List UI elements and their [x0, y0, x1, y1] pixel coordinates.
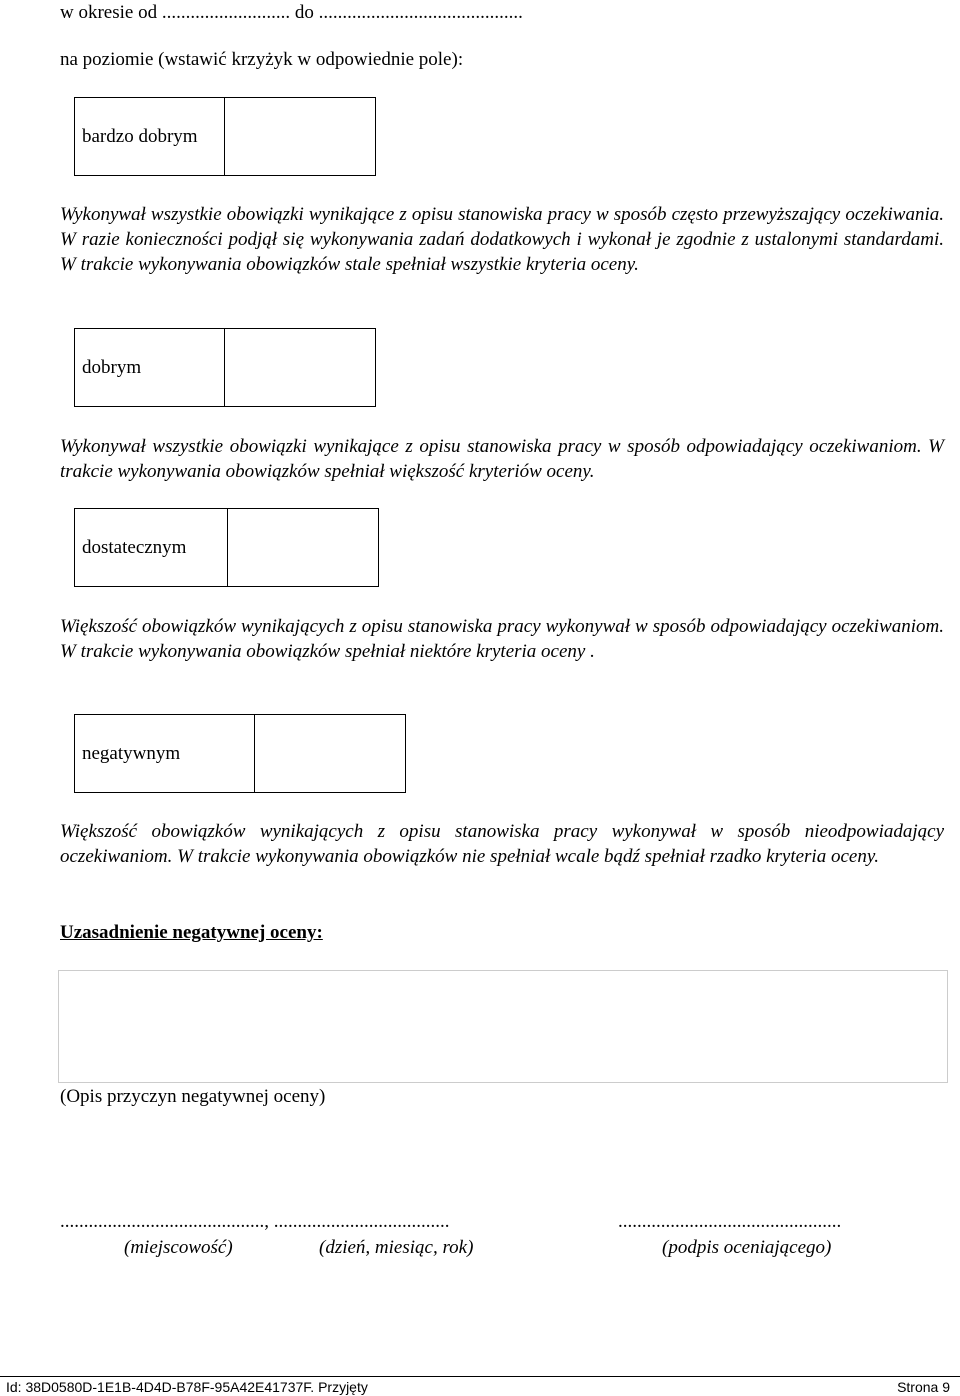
justification-textarea[interactable]: [58, 970, 948, 1083]
place-label: (miejscowość): [124, 1237, 233, 1258]
rating-description-very-good: Wykonywał wszystkie obowiązki wynikające z opisu stanowiska pracy w sposób często przewyższający oczekiwania. W razie konieczności podjął się wykonywania zadań dodatkowych i wykonał je zgodnie z ustalonymi standardami. W trakcie wykonywania obowiązków stale spełniał wszystkie kryteria oceny.: [60, 204, 944, 275]
page-footer: [0, 1376, 960, 1396]
rating-option-very-good: [74, 97, 376, 176]
checkbox-good[interactable]: [225, 329, 375, 406]
rating-label-very-good: bardzo dobrym: [75, 98, 225, 175]
checkbox-very-good[interactable]: [225, 98, 375, 175]
justification-caption: (Opis przyczyn negatywnej oceny): [60, 1086, 326, 1107]
rating-label-negative: negatywnym: [75, 715, 255, 792]
rating-option-negative: [74, 714, 406, 793]
signer-label: (podpis oceniającego): [662, 1237, 832, 1258]
rating-description-good: Wykonywał wszystkie obowiązki wynikające z opisu stanowiska pracy w sposób odpowiadający oczekiwaniom. W trakcie wykonywania obowiązków spełniał większość kryteriów oceny.: [60, 436, 944, 482]
justification-heading: Uzasadnienie negatywnej oceny:: [60, 922, 323, 943]
rating-label-good: dobrym: [75, 329, 225, 406]
place-date-dotted-line: ..........................................., .....................................: [60, 1211, 450, 1232]
date-label: (dzień, miesiąc, rok): [319, 1237, 474, 1258]
evaluation-period-line: w okresie od ........................... do ...........................................: [60, 2, 523, 23]
signature-dotted-line: ...............................................: [618, 1211, 842, 1232]
rating-label-sufficient: dostatecznym: [75, 509, 228, 586]
rating-option-sufficient: [74, 508, 379, 587]
rating-level-instruction: na poziomie (wstawić krzyżyk w odpowiednie pole):: [60, 49, 464, 70]
checkbox-negative[interactable]: [255, 715, 405, 792]
rating-option-good: [74, 328, 376, 407]
checkbox-sufficient[interactable]: [228, 509, 378, 586]
rating-description-sufficient: Większość obowiązków wynikających z opisu stanowiska pracy wykonywał w sposób odpowiadający oczekiwaniom. W trakcie wykonywania obowiązków spełniał niektóre kryteria oceny .: [60, 616, 944, 662]
rating-description-negative: Większość obowiązków wynikających z opisu stanowiska pracy wykonywał w sposób nieodpowiadający oczekiwaniom. W trakcie wykonywania obowiązków nie spełniał wcale bądź spełniał rzadko kryteria oceny.: [60, 821, 944, 867]
document-id: Id: 38D0580D-1E1B-4D4D-B78F-95A42E41737F. Przyjęty: [6, 1379, 368, 1395]
page-number: Strona 9: [897, 1379, 950, 1395]
